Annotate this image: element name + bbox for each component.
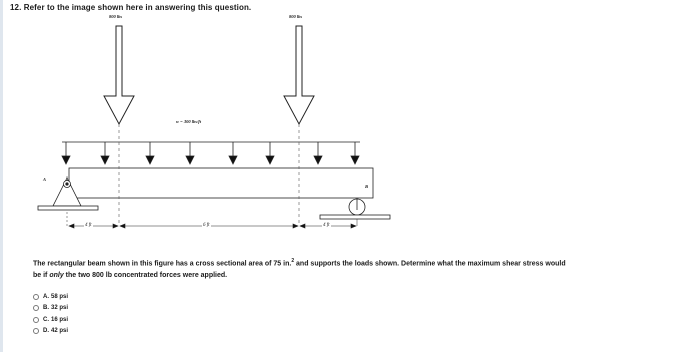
concentrated-load-right bbox=[284, 26, 314, 124]
emphasis-only: only bbox=[49, 272, 64, 280]
radio-c[interactable] bbox=[33, 317, 39, 323]
option-text: 58 psi bbox=[51, 293, 69, 300]
option-text: 32 psi bbox=[51, 305, 69, 312]
load-right-label: 800 lbs bbox=[289, 14, 303, 19]
question-body bbox=[33, 255, 673, 282]
option-letter: C. bbox=[43, 316, 49, 323]
dimension-lines bbox=[69, 224, 356, 228]
distributed-load-arrows bbox=[62, 142, 359, 164]
option-a[interactable] bbox=[33, 291, 68, 303]
radio-a[interactable] bbox=[33, 294, 39, 300]
support-b-label: B bbox=[365, 184, 369, 189]
option-d[interactable] bbox=[33, 326, 68, 338]
area-superscript: 2 bbox=[291, 258, 295, 264]
dimension-left-label: 4 ft bbox=[85, 223, 92, 228]
option-letter: D. bbox=[43, 328, 49, 335]
option-letter: B. bbox=[43, 305, 49, 312]
option-c[interactable] bbox=[33, 314, 68, 326]
beam bbox=[69, 168, 373, 198]
roller-support-b bbox=[320, 198, 390, 219]
question-line-2: be if only the two 800 lb concentrated forces were applied. bbox=[33, 272, 228, 280]
question-line-1: The rectangular beam shown in this figure has a cross sectional area of 75 in.$^2$ and supports the loads shown. Determine what the maximum shear stress would bbox=[33, 258, 566, 268]
dimension-right-label: 4 ft bbox=[323, 223, 330, 228]
support-a-label: A bbox=[43, 177, 47, 182]
option-b[interactable] bbox=[33, 303, 68, 315]
option-text: 16 psi bbox=[51, 316, 69, 323]
dimension-middle-label: 6 ft bbox=[203, 223, 210, 228]
option-letter: A. bbox=[43, 293, 49, 300]
distributed-load-label: w = 300 lbs/ft bbox=[176, 119, 201, 124]
load-left-label: 800 lbs bbox=[109, 14, 123, 19]
question-title: 12. Refer to the image shown here in answering this question. bbox=[10, 3, 252, 12]
answer-options bbox=[33, 291, 68, 337]
concentrated-load-left bbox=[104, 26, 134, 124]
option-text: 42 psi bbox=[51, 328, 69, 335]
radio-d[interactable] bbox=[33, 328, 39, 334]
radio-b[interactable] bbox=[33, 305, 39, 311]
